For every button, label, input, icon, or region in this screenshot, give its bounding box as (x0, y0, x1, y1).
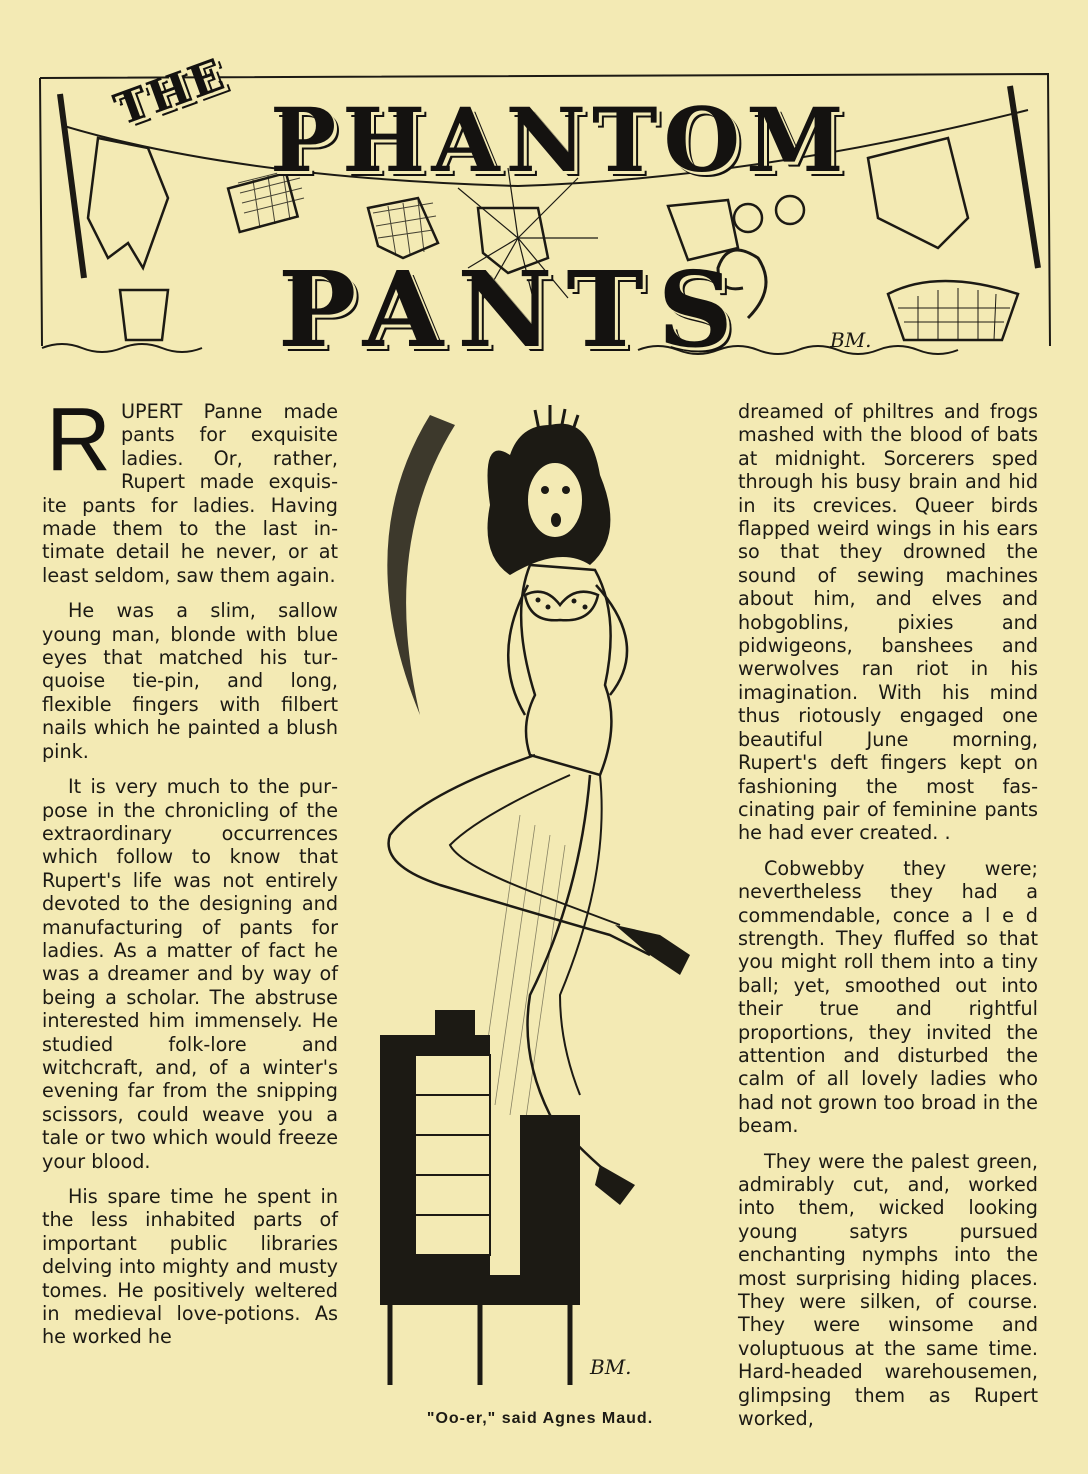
header-artist-signature: BM. (830, 328, 872, 352)
paragraph-text: UPERT Panne made pants for exquisite ladies. Or, rather, Rupert made exquisite pants for ladies. Having made them to the last intimate detail he never, or at least seldom, saw them again. (42, 400, 338, 587)
article-left-column (42, 390, 338, 1361)
paragraph: He was a slim, sallow young man, blonde with blue eyes that matched his turquoise tie-pin, and long, flexible fingers with filbert nails which he painted a blush pink. (42, 599, 338, 763)
illustration-artist-signature: BM. (590, 1355, 632, 1379)
title-phantom: PHANTOM (270, 88, 850, 192)
drop-cap: R (46, 390, 111, 490)
article-right-column (738, 400, 1038, 1442)
title-header (38, 49, 1052, 371)
paragraph: His spare time he spent in the less inhabited parts of important public libraries delving into mighty and musty tomes. He positively weltered in medieval love-potions. As he worked he (42, 1185, 338, 1349)
paragraph (42, 390, 338, 587)
illustration-caption: "Oo-er," said Agnes Maud. (426, 1410, 654, 1427)
pinup-illustration (360, 395, 720, 1405)
paragraph: Cobwebby they were; nevertheless they had a commendable, conce a l e d strength. They fluffed so that you might roll them into a tiny ball; yet, smoothed out into their true and rightful proportions, they invited the attention and disturbed the calm of all lovely ladies who had not grown too broad in the beam. (738, 856, 1038, 1138)
paragraph: It is very much to the purpose in the chronicling of the extraordinary occurrences which follow to know that Rupert's life was not entirely devoted to the designing and manufacturing of pants for ladies. As a matter of fact he was a dreamer and by way of being a scholar. The abstruse interested him immensely. He studied folk-lore and witchcraft, and, of a winter's evening far from the snipping scissors, could weave you a tale or two which would freeze your blood. (42, 775, 338, 1173)
paragraph: dreamed of philtres and frogs mashed with the blood of bats at midnight. Sorcerers sped through his busy brain and hid in its crevices. Queer birds flapped weird wings in his ears so that they drowned the sound of sewing machines about him, and elves and hobgoblins, pixies and pidwigeons, banshees and werwolves ran riot in his imagination. With his mind thus riotously engaged one beautiful June morning, Rupert's deft fingers kept on fashioning the most fascinating pair of feminine pants he had ever created. . (738, 400, 1038, 845)
title-pants: PANTS (278, 248, 747, 371)
title-the: THE (108, 49, 233, 136)
paragraph: They were the palest green, admirably cut, and, worked into them, wicked looking young satyrs pursued enchanting nymphs into the most surprising hiding places. They were silken, of course. They were winsome and voluptuous at the same time. Hard-headed warehousemen, glimpsing them as Rupert worked, (738, 1149, 1038, 1431)
